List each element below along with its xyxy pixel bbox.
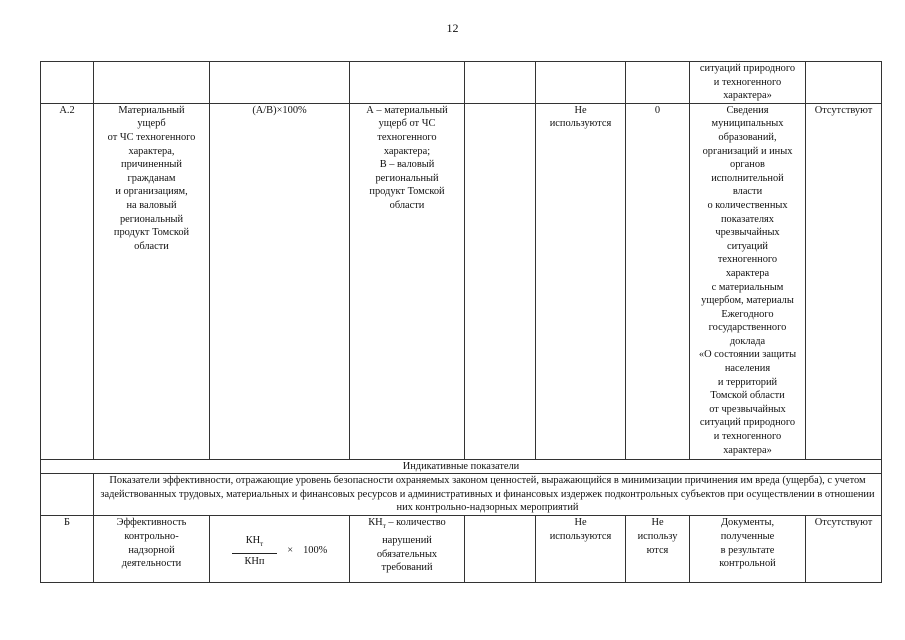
page-number: 12 <box>446 21 459 35</box>
cell-formula <box>210 62 350 104</box>
cell-col6 <box>536 62 626 104</box>
cell-variables: $КН_т$ – количество нарушений обязательных требований <box>350 516 465 582</box>
fraction-numerator: $КН_т$ <box>232 534 278 554</box>
cell-name <box>94 62 210 104</box>
table-row-continuation <box>41 62 882 104</box>
indicators-table <box>40 61 882 583</box>
fraction <box>232 534 278 568</box>
cell-formula <box>210 516 350 582</box>
cell-empty <box>41 474 94 516</box>
cell-col7: 0 <box>626 103 690 459</box>
formula-text: (А/В)×100% <box>252 104 307 116</box>
section-desc-row <box>41 474 882 516</box>
cell-col6: Не используются <box>536 516 626 582</box>
table-row-b <box>41 516 882 582</box>
cell-code: Б <box>41 516 94 582</box>
cell-formula <box>210 103 350 459</box>
table-row-a2 <box>41 103 882 459</box>
cell-col9: Отсутствуют <box>806 103 882 459</box>
cell-source: Сведения муниципальных образований, организаций и иных органов исполнительной власти о количественных показателях чрезвычайных ситуаций техногенного характера с материальным ущербом, материалы Ежегодного государственного доклада «О состоянии защиты населения и территорий Томской области от чрезвычайных ситуаций природного и техногенного характера» <box>690 103 806 459</box>
fraction-denominator: КНп <box>244 555 265 567</box>
cell-code: А.2 <box>41 103 94 459</box>
cell-source: Документы, полученные в результате контрольной <box>690 516 806 582</box>
cell-col6: Не используются <box>536 103 626 459</box>
cell-col5 <box>465 103 536 459</box>
section-title: Индикативные показатели <box>41 459 882 474</box>
cell-source: ситуаций природного и техногенного характера» <box>690 62 806 104</box>
percent-value: 100% <box>303 545 328 557</box>
fraction-formula <box>212 534 347 568</box>
section-description: Показатели эффективности, отражающие уровень безопасности охраняемых законом ценностей, выражающийся в минимизации причинения им вреда (ущерба), с учетом задействованных трудовых, материальных и финансовых ресурсов и административных и финансовых издержек подконтрольных субъектов при осуществлении в отношении них контрольно-надзорных мероприятий <box>94 474 882 516</box>
cell-col9: Отсутствуют <box>806 516 882 582</box>
cell-col9 <box>806 62 882 104</box>
multiply-sign: × <box>287 545 294 557</box>
cell-variables: А – материальный ущерб от ЧС техногенного характера; В – валовый региональный продукт Томской области <box>350 103 465 459</box>
cell-col5 <box>465 62 536 104</box>
cell-col5 <box>465 516 536 582</box>
cell-col7 <box>626 62 690 104</box>
section-title-row <box>41 459 882 474</box>
cell-code <box>41 62 94 104</box>
cell-variables <box>350 62 465 104</box>
cell-name: Эффективность контрольно- надзорной деятельности <box>94 516 210 582</box>
cell-col7: Не использу ются <box>626 516 690 582</box>
cell-name: Материальный ущерб от ЧС техногенного характера, причиненный гражданам и организациям, на валовый региональный продукт Томской области <box>94 103 210 459</box>
